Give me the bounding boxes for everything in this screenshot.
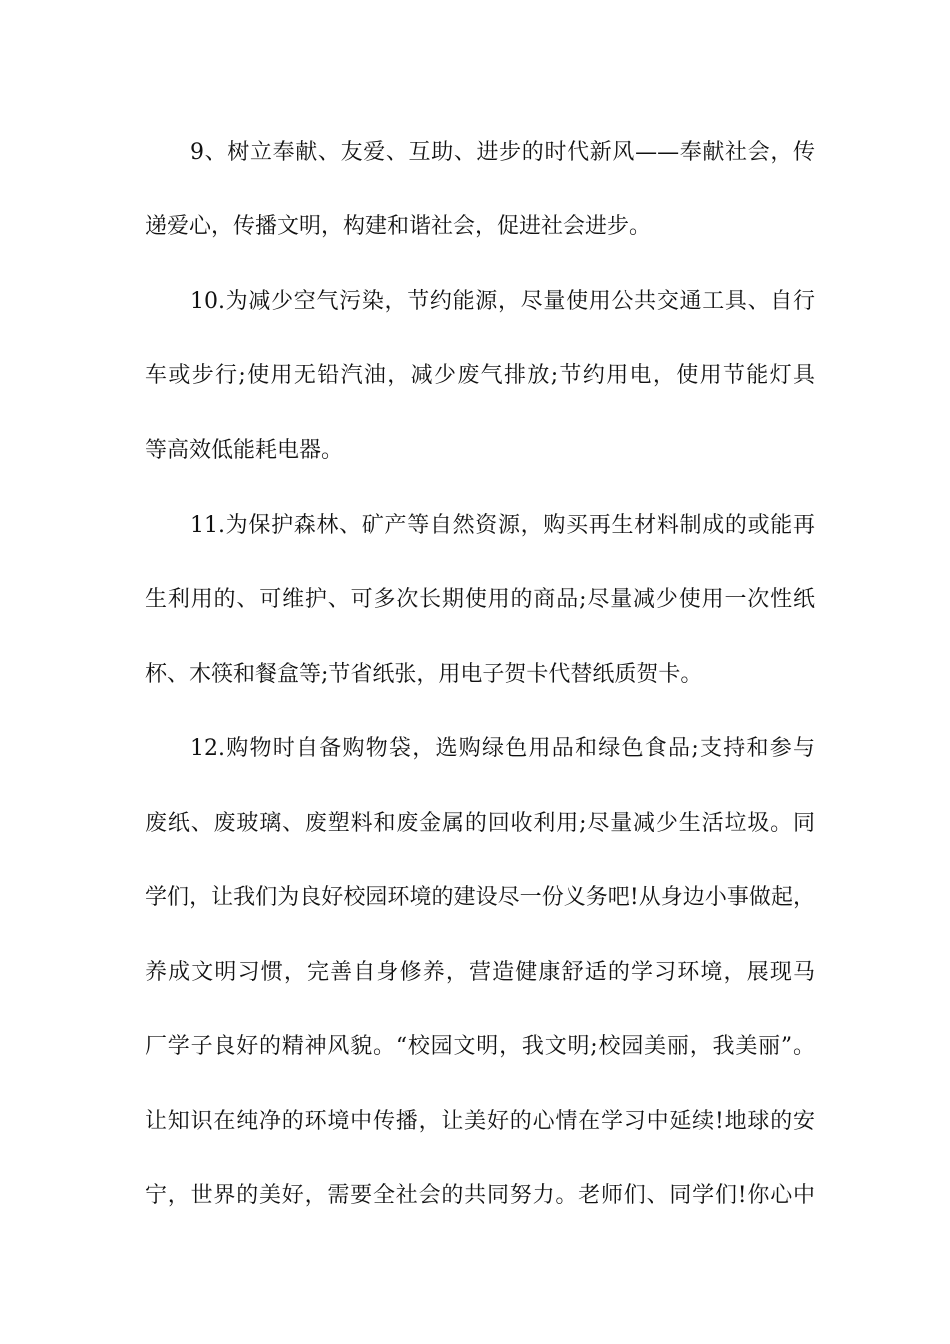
paragraph-11-line-1: 11.为保护森林、矿产等自然资源，购买再生材料制成的或能再 — [190, 513, 815, 538]
paragraph-10-line-1: 10.为减少空气污染，节约能源，尽量使用公共交通工具、自行 — [190, 289, 815, 314]
paragraph-12-line-4: 养成文明习惯，完善自身修养，营造健康舒适的学习环境，展现马 — [145, 960, 815, 985]
paragraph-12-line-2: 废纸、废玻璃、废塑料和废金属的回收利用;尽量减少生活垃圾。同 — [145, 811, 815, 836]
paragraph-11-line-2: 生利用的、可维护、可多次长期使用的商品;尽量减少使用一次性纸 — [145, 587, 815, 612]
paragraph-12-line-1: 12.购物时自备购物袋，选购绿色用品和绿色食品;支持和参与 — [190, 736, 815, 761]
paragraph-10-line-3: 等高效低能耗电器。 — [145, 438, 344, 463]
paragraph-12-line-3: 学们，让我们为良好校园环境的建设尽一份义务吧!从身边小事做起， — [145, 885, 815, 910]
paragraph-9-line-2: 递爱心，传播文明，构建和谐社会，促进社会进步。 — [145, 214, 652, 239]
paragraph-9-line-1: 9、树立奉献、友爱、互助、进步的时代新风——奉献社会，传 — [190, 140, 815, 165]
paragraph-10-line-2: 车或步行;使用无铅汽油，减少废气排放;节约用电，使用节能灯具 — [145, 363, 815, 388]
paragraph-11-line-3: 杯、木筷和餐盒等;节省纸张，用电子贺卡代替纸质贺卡。 — [145, 662, 703, 687]
paragraph-12-line-5: 厂学子良好的精神风貌。“校园文明，我文明;校园美丽，我美丽”。 — [145, 1034, 815, 1059]
paragraph-12-line-6: 让知识在纯净的环境中传播，让美好的心情在学习中延续!地球的安 — [145, 1109, 815, 1134]
paragraph-12-line-7: 宁，世界的美好，需要全社会的共同努力。老师们、同学们!你心中 — [145, 1183, 815, 1208]
